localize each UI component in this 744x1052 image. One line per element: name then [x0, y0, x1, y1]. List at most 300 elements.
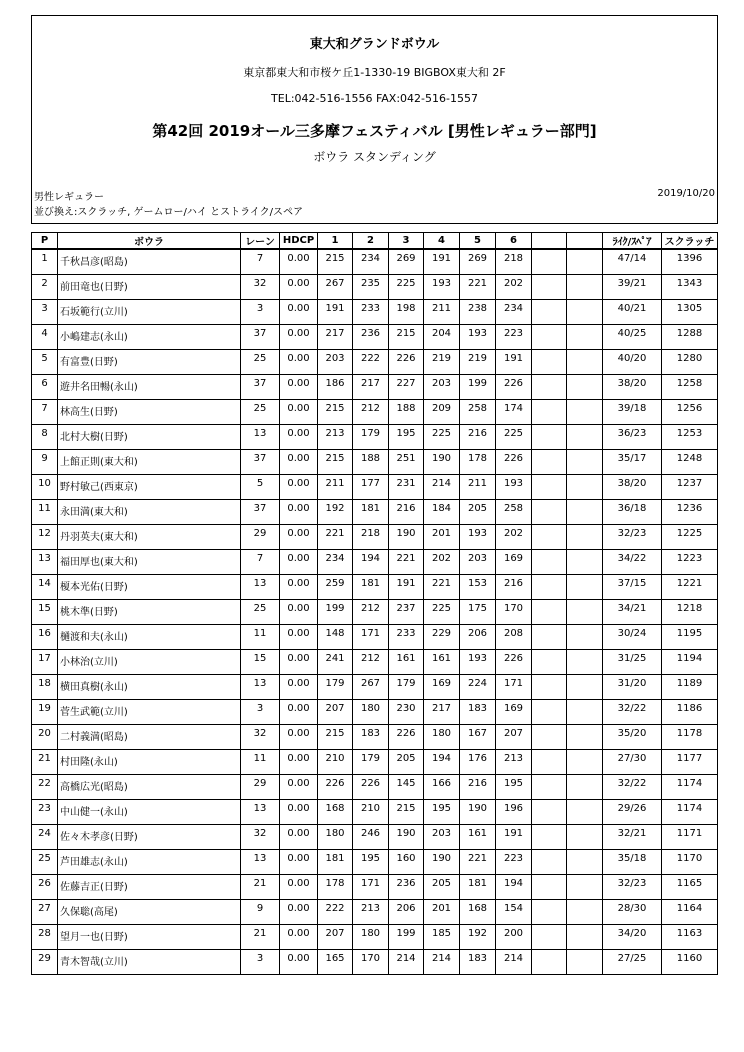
cell-game-4: 217	[424, 699, 460, 724]
cell-game-3: 179	[389, 674, 424, 699]
cell-game-3: 195	[389, 424, 424, 449]
cell-game-3: 206	[389, 899, 424, 924]
sort-note: 並び換え:スクラッチ, ゲームロー/ハイ とストライク/スペア	[34, 207, 303, 218]
cell-game-3: 226	[389, 349, 424, 374]
table-row	[32, 649, 718, 674]
cell-lane: 32	[241, 824, 280, 849]
table-row	[32, 424, 718, 449]
table-row	[32, 374, 718, 399]
cell-game-1: 226	[318, 774, 353, 799]
cell-game-3: 230	[389, 699, 424, 724]
cell-game-1: 213	[318, 424, 353, 449]
cell-scratch: 1160	[662, 949, 718, 974]
cell-strike-spare: 34/21	[603, 599, 662, 624]
cell-game-4: 201	[424, 524, 460, 549]
cell-game-7	[532, 499, 567, 524]
cell-scratch: 1221	[662, 574, 718, 599]
cell-game-4: 214	[424, 949, 460, 974]
cell-game-4: 219	[424, 349, 460, 374]
cell-strike-spare: 40/21	[603, 299, 662, 324]
cell-game-7	[532, 524, 567, 549]
cell-place: 17	[32, 649, 58, 674]
cell-lane: 32	[241, 274, 280, 299]
cell-bowler: 千秋昌彦(昭島)	[58, 249, 241, 274]
cell-strike-spare: 35/18	[603, 849, 662, 874]
cell-game-1: 207	[318, 699, 353, 724]
cell-hdcp: 0.00	[280, 374, 318, 399]
cell-place: 13	[32, 549, 58, 574]
table-row	[32, 299, 718, 324]
table-row	[32, 824, 718, 849]
cell-place: 12	[32, 524, 58, 549]
cell-game-5: 176	[460, 749, 496, 774]
cell-game-7	[532, 899, 567, 924]
cell-scratch: 1178	[662, 724, 718, 749]
cell-game-5: 206	[460, 624, 496, 649]
cell-game-5: 269	[460, 249, 496, 274]
cell-game-5: 199	[460, 374, 496, 399]
cell-game-8	[567, 374, 603, 399]
cell-hdcp: 0.00	[280, 299, 318, 324]
cell-lane: 11	[241, 749, 280, 774]
table-row	[32, 749, 718, 774]
cell-scratch: 1236	[662, 499, 718, 524]
cell-lane: 13	[241, 424, 280, 449]
table-row	[32, 724, 718, 749]
column-header-game-8	[567, 233, 603, 250]
cell-bowler: 青木智哉(立川)	[58, 949, 241, 974]
cell-scratch: 1248	[662, 449, 718, 474]
cell-lane: 13	[241, 799, 280, 824]
table-row	[32, 274, 718, 299]
cell-game-5: 161	[460, 824, 496, 849]
cell-hdcp: 0.00	[280, 749, 318, 774]
table-row	[32, 774, 718, 799]
cell-game-1: 215	[318, 724, 353, 749]
cell-game-2: 179	[353, 424, 389, 449]
cell-game-8	[567, 499, 603, 524]
cell-game-7	[532, 699, 567, 724]
cell-game-2: 181	[353, 574, 389, 599]
cell-lane: 25	[241, 599, 280, 624]
cell-game-4: 229	[424, 624, 460, 649]
cell-game-3: 160	[389, 849, 424, 874]
cell-hdcp: 0.00	[280, 824, 318, 849]
cell-game-4: 185	[424, 924, 460, 949]
cell-game-1: 215	[318, 449, 353, 474]
cell-game-3: 215	[389, 799, 424, 824]
cell-game-1: 180	[318, 824, 353, 849]
column-header-scratch: スクラッチ	[662, 233, 718, 250]
cell-game-4: 180	[424, 724, 460, 749]
cell-strike-spare: 32/21	[603, 824, 662, 849]
cell-strike-spare: 28/30	[603, 899, 662, 924]
cell-place: 5	[32, 349, 58, 374]
cell-strike-spare: 27/30	[603, 749, 662, 774]
cell-game-3: 145	[389, 774, 424, 799]
cell-game-3: 198	[389, 299, 424, 324]
cell-game-1: 181	[318, 849, 353, 874]
cell-place: 24	[32, 824, 58, 849]
cell-bowler: 久保聡(高尾)	[58, 899, 241, 924]
cell-game-7	[532, 549, 567, 574]
cell-game-1: 148	[318, 624, 353, 649]
cell-place: 8	[32, 424, 58, 449]
cell-lane: 15	[241, 649, 280, 674]
cell-scratch: 1223	[662, 549, 718, 574]
table-row	[32, 699, 718, 724]
cell-game-2: 170	[353, 949, 389, 974]
cell-game-8	[567, 799, 603, 824]
cell-game-4: 193	[424, 274, 460, 299]
cell-game-6: 171	[496, 674, 532, 699]
cell-bowler: 佐々木孝彦(日野)	[58, 824, 241, 849]
cell-game-2: 188	[353, 449, 389, 474]
cell-game-5: 258	[460, 399, 496, 424]
cell-game-6: 226	[496, 374, 532, 399]
cell-game-7	[532, 624, 567, 649]
cell-place: 27	[32, 899, 58, 924]
cell-game-2: 217	[353, 374, 389, 399]
cell-game-8	[567, 349, 603, 374]
cell-game-2: 234	[353, 249, 389, 274]
cell-place: 6	[32, 374, 58, 399]
table-row	[32, 349, 718, 374]
cell-game-1: 267	[318, 274, 353, 299]
cell-lane: 7	[241, 549, 280, 574]
cell-bowler: 石坂範行(立川)	[58, 299, 241, 324]
cell-place: 18	[32, 674, 58, 699]
cell-game-8	[567, 249, 603, 274]
cell-hdcp: 0.00	[280, 399, 318, 424]
table-row	[32, 324, 718, 349]
cell-game-8	[567, 824, 603, 849]
cell-game-3: 251	[389, 449, 424, 474]
cell-place: 19	[32, 699, 58, 724]
cell-game-4: 191	[424, 249, 460, 274]
cell-game-2: 180	[353, 924, 389, 949]
table-row	[32, 949, 718, 974]
cell-game-6: 194	[496, 874, 532, 899]
cell-game-8	[567, 274, 603, 299]
cell-game-8	[567, 774, 603, 799]
cell-strike-spare: 36/18	[603, 499, 662, 524]
cell-game-8	[567, 899, 603, 924]
cell-hdcp: 0.00	[280, 549, 318, 574]
cell-place: 11	[32, 499, 58, 524]
cell-game-6: 202	[496, 524, 532, 549]
cell-lane: 37	[241, 374, 280, 399]
cell-game-8	[567, 524, 603, 549]
cell-place: 20	[32, 724, 58, 749]
cell-game-8	[567, 924, 603, 949]
cell-lane: 3	[241, 299, 280, 324]
cell-bowler: 小嶋建志(永山)	[58, 324, 241, 349]
cell-game-3: 216	[389, 499, 424, 524]
cell-game-4: 205	[424, 874, 460, 899]
cell-game-1: 234	[318, 549, 353, 574]
cell-game-7	[532, 599, 567, 624]
cell-lane: 13	[241, 574, 280, 599]
cell-game-8	[567, 874, 603, 899]
cell-bowler: 佐藤吉正(日野)	[58, 874, 241, 899]
cell-game-8	[567, 449, 603, 474]
cell-game-3: 236	[389, 874, 424, 899]
cell-place: 4	[32, 324, 58, 349]
cell-game-3: 161	[389, 649, 424, 674]
cell-game-6: 226	[496, 449, 532, 474]
cell-game-7	[532, 349, 567, 374]
cell-strike-spare: 29/26	[603, 799, 662, 824]
cell-game-1: 192	[318, 499, 353, 524]
cell-game-6: 218	[496, 249, 532, 274]
cell-hdcp: 0.00	[280, 249, 318, 274]
cell-game-4: 161	[424, 649, 460, 674]
cell-game-6: 170	[496, 599, 532, 624]
cell-hdcp: 0.00	[280, 599, 318, 624]
cell-hdcp: 0.00	[280, 624, 318, 649]
cell-bowler: 村田隆(永山)	[58, 749, 241, 774]
cell-game-3: 190	[389, 524, 424, 549]
cell-scratch: 1163	[662, 924, 718, 949]
cell-game-8	[567, 574, 603, 599]
cell-game-4: 195	[424, 799, 460, 824]
cell-hdcp: 0.00	[280, 949, 318, 974]
cell-scratch: 1177	[662, 749, 718, 774]
cell-game-3: 237	[389, 599, 424, 624]
cell-game-3: 188	[389, 399, 424, 424]
cell-game-7	[532, 374, 567, 399]
cell-lane: 13	[241, 849, 280, 874]
cell-game-7	[532, 924, 567, 949]
cell-lane: 7	[241, 249, 280, 274]
cell-game-2: 171	[353, 624, 389, 649]
cell-hdcp: 0.00	[280, 724, 318, 749]
cell-scratch: 1186	[662, 699, 718, 724]
cell-game-5: 167	[460, 724, 496, 749]
cell-game-5: 192	[460, 924, 496, 949]
cell-place: 22	[32, 774, 58, 799]
cell-scratch: 1218	[662, 599, 718, 624]
cell-place: 1	[32, 249, 58, 274]
cell-game-2: 233	[353, 299, 389, 324]
cell-game-7	[532, 749, 567, 774]
cell-game-5: 175	[460, 599, 496, 624]
cell-lane: 37	[241, 324, 280, 349]
cell-game-6: 195	[496, 774, 532, 799]
cell-lane: 13	[241, 674, 280, 699]
cell-game-4: 190	[424, 449, 460, 474]
cell-game-1: 178	[318, 874, 353, 899]
standings-table	[31, 232, 718, 975]
cell-game-4: 203	[424, 374, 460, 399]
cell-scratch: 1165	[662, 874, 718, 899]
cell-game-3: 190	[389, 824, 424, 849]
cell-game-3: 227	[389, 374, 424, 399]
cell-game-1: 217	[318, 324, 353, 349]
cell-game-1: 165	[318, 949, 353, 974]
cell-game-3: 215	[389, 324, 424, 349]
cell-lane: 37	[241, 449, 280, 474]
cell-bowler: 小林治(立川)	[58, 649, 241, 674]
cell-strike-spare: 39/21	[603, 274, 662, 299]
cell-game-7	[532, 799, 567, 824]
cell-game-6: 214	[496, 949, 532, 974]
cell-game-5: 203	[460, 549, 496, 574]
cell-scratch: 1174	[662, 774, 718, 799]
table-row	[32, 799, 718, 824]
cell-bowler: 二村義満(昭島)	[58, 724, 241, 749]
cell-strike-spare: 34/22	[603, 549, 662, 574]
cell-game-5: 221	[460, 274, 496, 299]
cell-place: 28	[32, 924, 58, 949]
cell-game-5: 181	[460, 874, 496, 899]
event-title: 第42回 2019オール三多摩フェスティバル [男性レギュラー部門]	[152, 122, 597, 140]
cell-game-5: 238	[460, 299, 496, 324]
cell-bowler: 永田満(東大和)	[58, 499, 241, 524]
cell-game-2: 218	[353, 524, 389, 549]
cell-strike-spare: 32/23	[603, 874, 662, 899]
column-header-bowler: ボウラ	[58, 233, 241, 250]
cell-game-3: 231	[389, 474, 424, 499]
cell-game-3: 214	[389, 949, 424, 974]
cell-game-2: 195	[353, 849, 389, 874]
cell-game-3: 233	[389, 624, 424, 649]
cell-game-8	[567, 299, 603, 324]
cell-place: 14	[32, 574, 58, 599]
table-row	[32, 624, 718, 649]
cell-strike-spare: 47/14	[603, 249, 662, 274]
cell-bowler: 丹羽英夫(東大和)	[58, 524, 241, 549]
cell-strike-spare: 35/17	[603, 449, 662, 474]
cell-hdcp: 0.00	[280, 899, 318, 924]
cell-bowler: 菅生武範(立川)	[58, 699, 241, 724]
cell-game-2: 179	[353, 749, 389, 774]
cell-game-2: 177	[353, 474, 389, 499]
cell-game-8	[567, 599, 603, 624]
cell-lane: 3	[241, 949, 280, 974]
cell-hdcp: 0.00	[280, 699, 318, 724]
cell-game-1: 259	[318, 574, 353, 599]
cell-game-2: 180	[353, 699, 389, 724]
cell-lane: 21	[241, 924, 280, 949]
cell-game-2: 210	[353, 799, 389, 824]
cell-hdcp: 0.00	[280, 924, 318, 949]
cell-scratch: 1237	[662, 474, 718, 499]
cell-game-4: 209	[424, 399, 460, 424]
cell-game-6: 207	[496, 724, 532, 749]
cell-hdcp: 0.00	[280, 874, 318, 899]
cell-game-3: 199	[389, 924, 424, 949]
cell-scratch: 1258	[662, 374, 718, 399]
cell-bowler: 有富豊(日野)	[58, 349, 241, 374]
cell-game-5: 205	[460, 499, 496, 524]
column-header-game-6: 6	[496, 233, 532, 250]
cell-game-6: 234	[496, 299, 532, 324]
cell-lane: 21	[241, 874, 280, 899]
cell-hdcp: 0.00	[280, 349, 318, 374]
cell-hdcp: 0.00	[280, 449, 318, 474]
cell-game-1: 215	[318, 399, 353, 424]
cell-game-5: 216	[460, 774, 496, 799]
cell-game-2: 236	[353, 324, 389, 349]
cell-game-5: 190	[460, 799, 496, 824]
cell-game-7	[532, 874, 567, 899]
cell-game-4: 194	[424, 749, 460, 774]
cell-scratch: 1396	[662, 249, 718, 274]
cell-lane: 9	[241, 899, 280, 924]
cell-game-1: 241	[318, 649, 353, 674]
cell-game-7	[532, 724, 567, 749]
column-header-strike-spare: ﾗｲｸ/ｽﾍﾟｱ	[603, 233, 662, 250]
cell-place: 29	[32, 949, 58, 974]
cell-hdcp: 0.00	[280, 424, 318, 449]
cell-bowler: 中山健一(永山)	[58, 799, 241, 824]
table-row	[32, 674, 718, 699]
cell-game-1: 168	[318, 799, 353, 824]
cell-game-4: 211	[424, 299, 460, 324]
cell-game-7	[532, 474, 567, 499]
cell-lane: 32	[241, 724, 280, 749]
cell-game-6: 223	[496, 324, 532, 349]
cell-game-5: 183	[460, 699, 496, 724]
cell-game-5: 216	[460, 424, 496, 449]
cell-game-6: 208	[496, 624, 532, 649]
table-row	[32, 849, 718, 874]
cell-place: 3	[32, 299, 58, 324]
cell-game-8	[567, 399, 603, 424]
cell-game-4: 201	[424, 899, 460, 924]
cell-game-7	[532, 774, 567, 799]
cell-hdcp: 0.00	[280, 649, 318, 674]
table-row	[32, 524, 718, 549]
cell-game-8	[567, 699, 603, 724]
cell-scratch: 1256	[662, 399, 718, 424]
cell-hdcp: 0.00	[280, 799, 318, 824]
cell-game-8	[567, 949, 603, 974]
cell-game-4: 204	[424, 324, 460, 349]
report-date: 2019/10/20	[657, 188, 715, 199]
table-row	[32, 599, 718, 624]
cell-hdcp: 0.00	[280, 474, 318, 499]
cell-bowler: 桃木準(日野)	[58, 599, 241, 624]
cell-bowler: 野村敏己(西東京)	[58, 474, 241, 499]
cell-lane: 29	[241, 774, 280, 799]
cell-game-6: 258	[496, 499, 532, 524]
cell-scratch: 1225	[662, 524, 718, 549]
table-row	[32, 449, 718, 474]
cell-game-1: 222	[318, 899, 353, 924]
cell-game-8	[567, 549, 603, 574]
cell-bowler: 遊井名田暢(永山)	[58, 374, 241, 399]
cell-game-3: 226	[389, 724, 424, 749]
cell-hdcp: 0.00	[280, 574, 318, 599]
cell-place: 23	[32, 799, 58, 824]
cell-game-8	[567, 724, 603, 749]
cell-scratch: 1305	[662, 299, 718, 324]
cell-game-6: 213	[496, 749, 532, 774]
cell-game-6: 226	[496, 649, 532, 674]
cell-bowler: 福田厚也(東大和)	[58, 549, 241, 574]
cell-game-4: 166	[424, 774, 460, 799]
venue-name: 東大和グランドボウル	[309, 37, 440, 52]
cell-place: 16	[32, 624, 58, 649]
cell-game-8	[567, 424, 603, 449]
cell-game-8	[567, 649, 603, 674]
table-row	[32, 574, 718, 599]
cell-place: 2	[32, 274, 58, 299]
cell-strike-spare: 32/22	[603, 699, 662, 724]
